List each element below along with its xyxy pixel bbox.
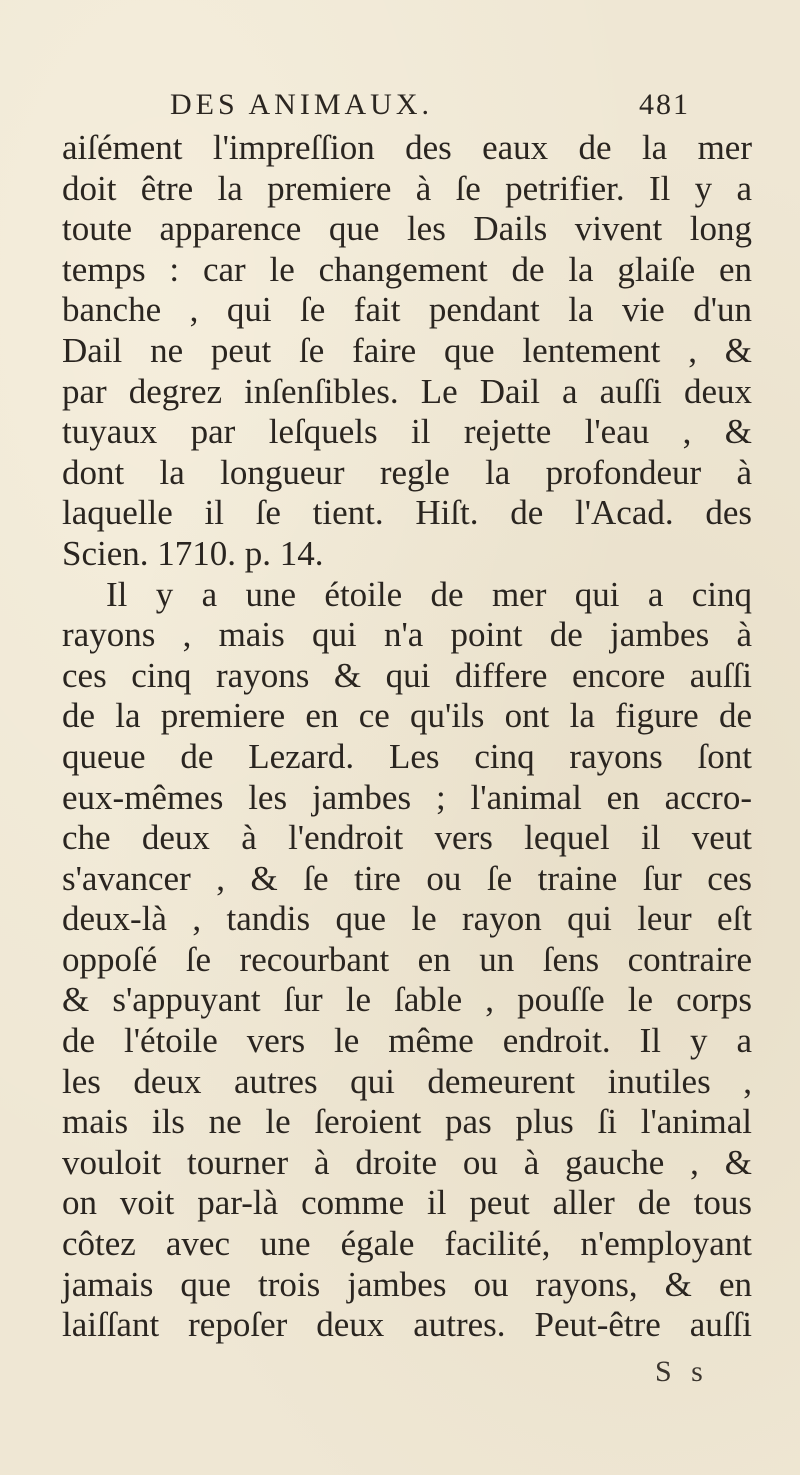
text-line: vouloit tourner à droite ou à gauche , & [62, 1142, 752, 1182]
text-line: tuyaux par leſquels il rejette l'eau , & [62, 412, 752, 452]
text-line: che deux à l'endroit vers lequel il veut [62, 818, 752, 858]
text-line: Dail ne peut ſe faire que lentement , & [62, 330, 752, 370]
text-line: s'avancer , & ſe tire ou ſe traine ſur ces [62, 858, 752, 898]
text-line: les deux autres qui demeurent inutiles , [62, 1061, 752, 1101]
text-line: on voit par-là comme il peut aller de tous [62, 1183, 752, 1223]
text-line: côtez avec une égale facilité, n'employant [62, 1224, 752, 1264]
signature-mark: S s [655, 1355, 709, 1388]
citation-line: Scien. 1710. p. 14. [62, 533, 324, 573]
text-line: queue de Lezard. Les cinq rayons ſont [62, 736, 752, 776]
text-line: mais ils ne le ſeroient pas plus ſi l'animal [62, 1102, 752, 1142]
page-number: 481 [639, 88, 690, 121]
text-line: de l'étoile vers le même endroit. Il y a [62, 1021, 752, 1061]
text-line: & s'appuyant ſur le ſable , pouſſe le corps [62, 980, 752, 1020]
text-line: banche , qui ſe fait pendant la vie d'un [62, 290, 752, 330]
text-line: de la premiere en ce qu'ils ont la figure de [62, 696, 752, 736]
text-line: par degrez inſenſibles. Le Dail a auſſi deux [62, 371, 752, 411]
running-head-title: DES ANIMAUX. [170, 88, 434, 121]
text-line: oppoſé ſe recourbant en un ſens contraire [62, 939, 752, 979]
text-line: dont la longueur regle la profondeur à [62, 452, 752, 492]
text-line: laquelle il ſe tient. Hiſt. de l'Acad. des [62, 493, 752, 533]
paragraph-start-line: Il y a une étoile de mer qui a cinq [106, 574, 752, 614]
text-line: toute apparence que les Dails vivent long [62, 209, 752, 249]
text-line: temps : car le changement de la glaiſe en [62, 249, 752, 289]
text-line: ces cinq rayons & qui differe encore auſſi [62, 655, 752, 695]
running-header [170, 88, 690, 128]
text-line: aiſément l'impreſſion des eaux de la mer [62, 128, 752, 167]
text-line: doit être la premiere à ſe petrifier. Il y a [62, 168, 752, 208]
text-line: laiſſant repoſer deux autres. Peut-être auſſi [62, 1305, 752, 1345]
body-text [62, 128, 752, 1346]
text-line: deux-là , tandis que le rayon qui leur eſt [62, 899, 752, 939]
text-line: jamais que trois jambes ou rayons, & en [62, 1264, 752, 1304]
text-line: rayons , mais qui n'a point de jambes à [62, 615, 752, 655]
text-line: eux-mêmes les jambes ; l'animal en accro- [62, 777, 752, 817]
